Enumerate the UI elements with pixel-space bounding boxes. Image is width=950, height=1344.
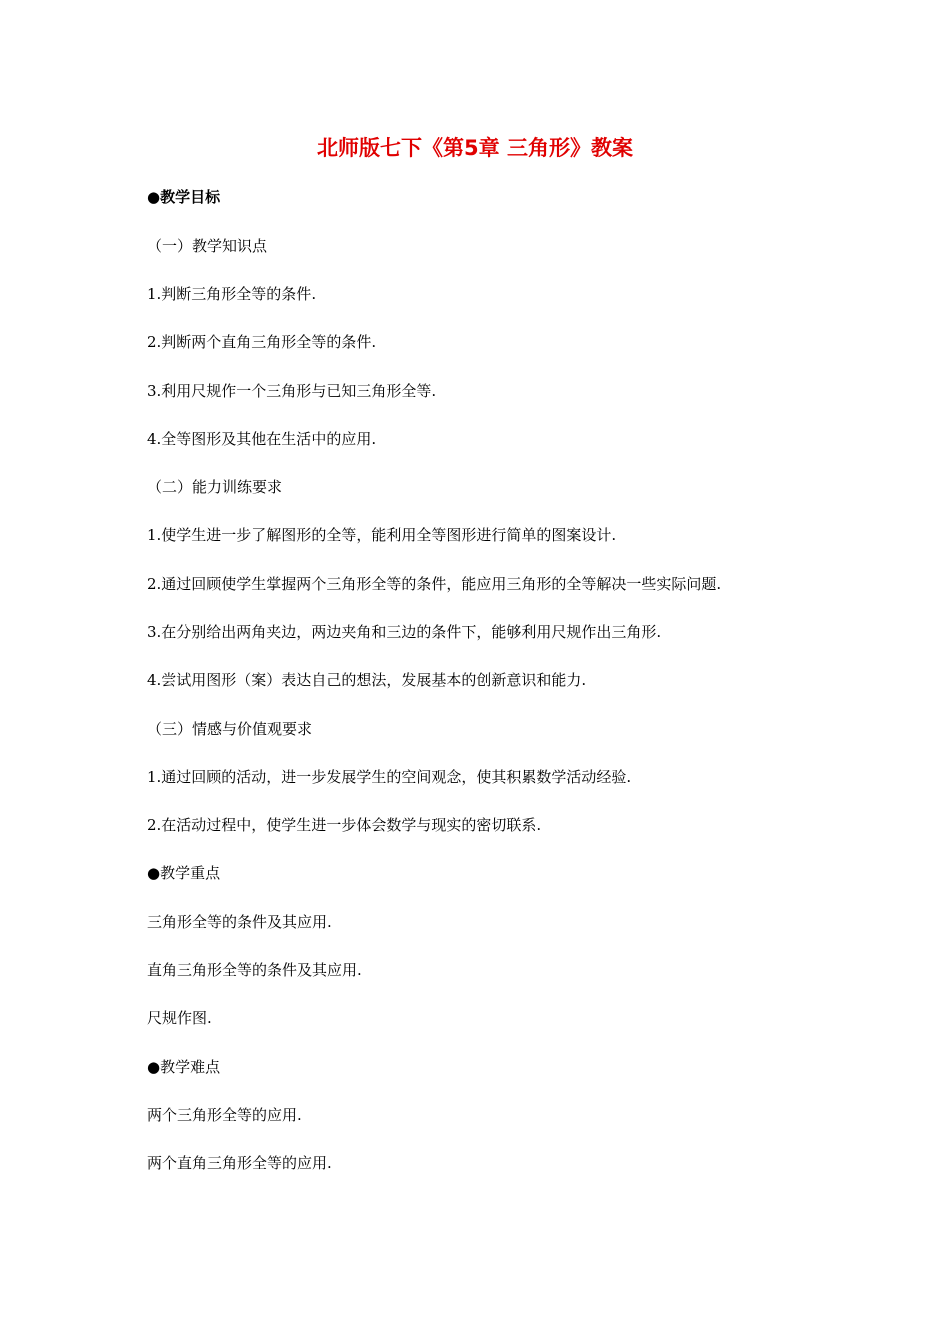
list-item: 3.在分别给出两角夹边，两边夹角和三边的条件下，能够利用尺规作出三角形. (147, 623, 662, 641)
subsection-heading-emotion-values: （三）情感与价值观要求 (147, 720, 313, 738)
section-heading-teaching-difficulties: ●教学难点 (147, 1058, 221, 1076)
subsection-heading-ability-requirements: （二）能力训练要求 (147, 478, 283, 496)
paragraph: 三角形全等的条件及其应用. (147, 913, 332, 931)
list-item: 2.在活动过程中，使学生进一步体会数学与现实的密切联系. (147, 816, 542, 834)
list-item: 1.通过回顾的活动，进一步发展学生的空间观念，使其积累数学活动经验. (147, 768, 632, 786)
paragraph: 尺规作图. (147, 1009, 212, 1027)
list-item: 4.尝试用图形（案）表达自己的想法，发展基本的创新意识和能力. (147, 671, 587, 689)
list-item: 1.使学生进一步了解图形的全等，能利用全等图形进行简单的图案设计. (147, 526, 617, 544)
list-item: 2.判断两个直角三角形全等的条件. (147, 333, 377, 351)
paragraph: 直角三角形全等的条件及其应用. (147, 961, 362, 979)
section-heading-teaching-goals: ●教学目标 (147, 188, 221, 206)
list-item: 3.利用尺规作一个三角形与已知三角形全等. (147, 382, 437, 400)
paragraph: 两个直角三角形全等的应用. (147, 1154, 332, 1172)
list-item: 1.判断三角形全等的条件. (147, 285, 317, 303)
document-title: 北师版七下《第5章 三角形》教案 (317, 136, 633, 160)
list-item: 2.通过回顾使学生掌握两个三角形全等的条件，能应用三角形的全等解决一些实际问题. (147, 575, 722, 593)
section-heading-teaching-focus: ●教学重点 (147, 864, 221, 882)
paragraph: 两个三角形全等的应用. (147, 1106, 302, 1124)
subsection-heading-knowledge-points: （一）教学知识点 (147, 237, 268, 255)
list-item: 4.全等图形及其他在生活中的应用. (147, 430, 377, 448)
